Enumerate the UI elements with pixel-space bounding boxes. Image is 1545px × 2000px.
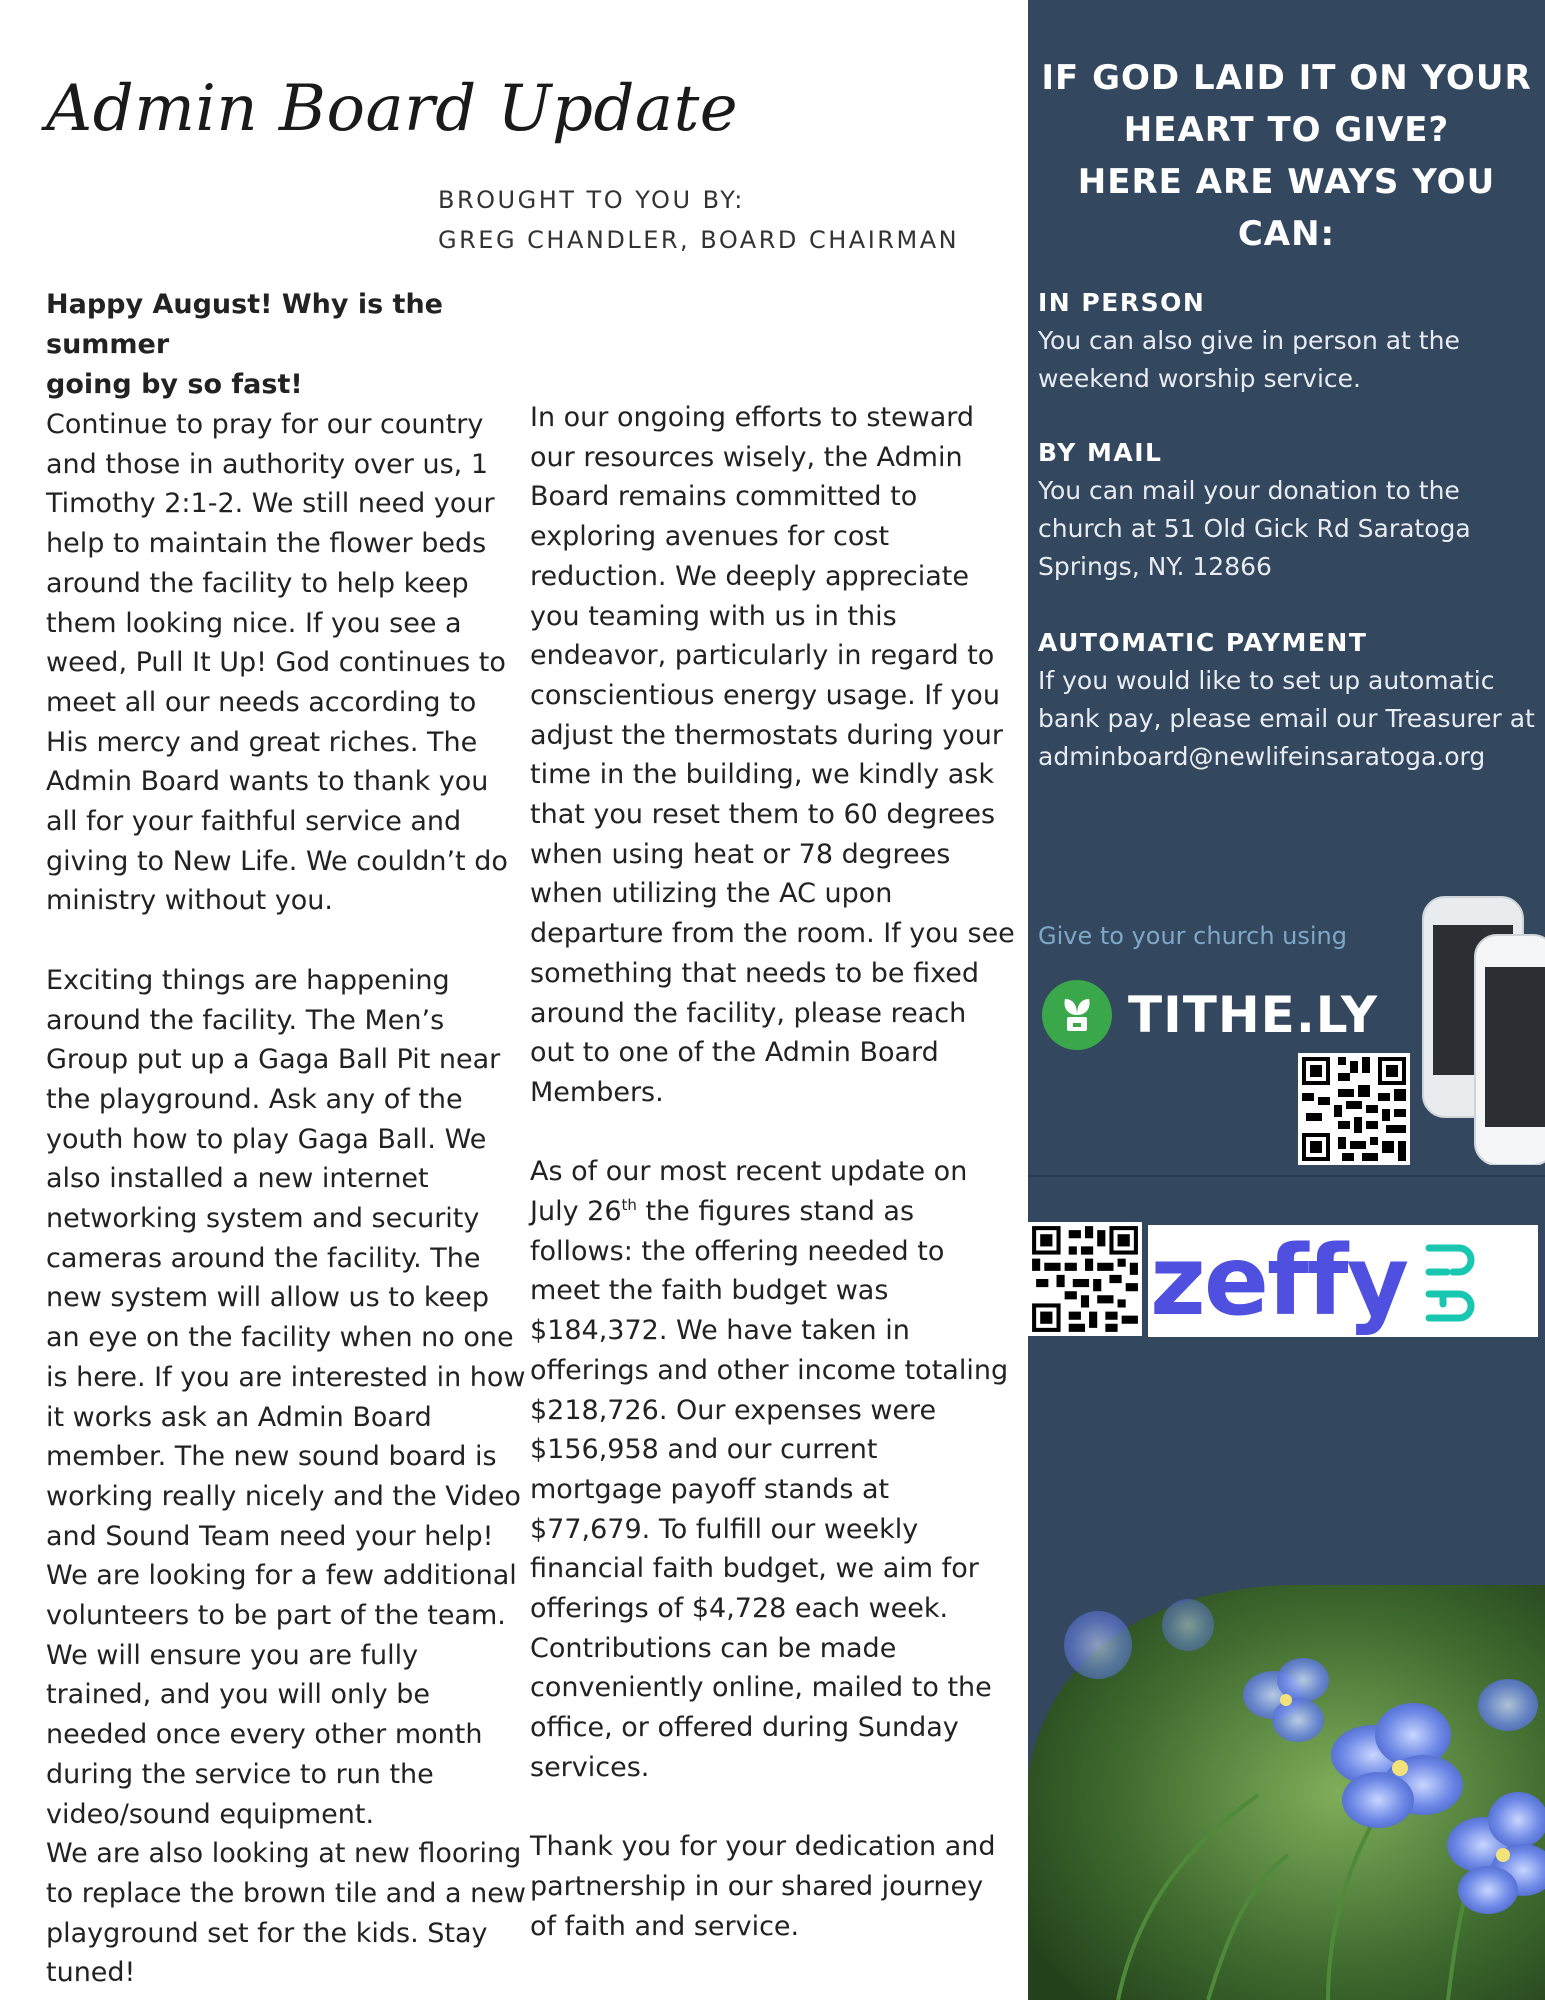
left-paragraph-1: Continue to pray for our country and those in authority over us, 1 Timothy 2:1-2. We still need your help to maintain the flower beds around the facility to help keep them looking nice. If you see a weed, Pull It Up! God continues to meet all our needs according to His mercy and great riches. The Admin Board wants to thank you all for your faithful service and giving to New Life. We couldn’t do ministry without you.: [46, 409, 508, 917]
right-paragraph-1: In our ongoing efforts to steward our resources wisely, the Admin Board remains committed to exploring avenues for cost reduction. We deeply appreciate you teaming with us in this endeavor, particularly in regard to conscientious energy usage. If you adjust the thermostats during your time in the building, we kindly ask that you reset them to 60 degrees when using heat or 78 degrees when utilizing the AC upon departure from the room. If you see something that needs to be fixed around the facility, please reach out to one of the Admin Board Members.: [530, 402, 1015, 1108]
zeffy-logo-text: zeffy: [1150, 1225, 1408, 1337]
in-person-section: [1038, 284, 1538, 398]
tithely-logo[interactable]: [1042, 980, 1378, 1050]
byline-line-1: BROUGHT TO YOU BY:: [438, 186, 745, 214]
intro-heading: [46, 285, 546, 405]
right-paragraph-2: [530, 1152, 1015, 1787]
sidebar-heading-line-3: HERE ARE WAYS YOU CAN:: [1077, 162, 1496, 254]
tithely-logo-text: TITHE.LY: [1128, 986, 1379, 1044]
byline: [438, 180, 959, 260]
left-column: [46, 405, 526, 1993]
figures-text: the figures stand as follows: the offering needed to meet the faith budget was $184,372. We have taken in offerings and other income totaling $218,726. Our expenses were $156,958 and our current mortgage payoff stands at $77,679. To fulfill our weekly financial faith budget, we aim for offerings of $4,728 each week. Contributions can be made conveniently online, mailed to the office, or offered during Sunday services.: [530, 1196, 1009, 1783]
sidebar-heading-line-1: IF GOD LAID IT ON YOUR: [1041, 58, 1532, 98]
giving-sidebar: [1028, 0, 1545, 2000]
zeffy-mark-icon: [1421, 1236, 1491, 1326]
ordinal-suffix: th: [621, 1196, 637, 1215]
zeffy-qr-code[interactable]: [1028, 1222, 1142, 1336]
tithely-qr-code[interactable]: [1298, 1053, 1410, 1165]
intro-line-2: going by so fast!: [46, 369, 303, 400]
zeffy-logo[interactable]: [1148, 1225, 1538, 1337]
left-paragraph-2: Exciting things are happening around the facility. The Men’s Group put up a Gaga Ball Pit near the playground. Ask any of the youth how to play Gaga Ball. We also installed a new internet networking system and security cameras around the facility. The new system will allow us to keep an eye on the facility when no one is here. If you are interested in how it works ask an Admin Board member. The new sound board is working really nicely and the Video and Sound Team need your help! We are looking for a few additional volunteers to be part of the team. We will ensure you are fully trained, and you will only be needed once every other month during the service to run the video/sound equipment.: [46, 964, 526, 1830]
plant-icon: [1042, 980, 1112, 1050]
in-person-title: IN PERSON: [1038, 288, 1206, 317]
by-mail-section: [1038, 434, 1538, 586]
intro-line-1: Happy August! Why is the summer: [46, 289, 443, 360]
tithely-label: Give to your church using: [1038, 922, 1347, 950]
byline-line-2: GREG CHANDLER, BOARD CHAIRMAN: [438, 226, 960, 254]
by-mail-title: BY MAIL: [1038, 438, 1163, 467]
left-paragraph-3: We are also looking at new flooring to replace the brown tile and a new playground set for the kids. Stay tuned!: [46, 1838, 526, 1989]
right-paragraph-3: Thank you for your dedication and partnership in our shared journey of faith and service.: [530, 1831, 996, 1942]
section-divider: [1028, 1175, 1545, 1177]
automatic-payment-title: AUTOMATIC PAYMENT: [1038, 628, 1368, 657]
figures-intro: As of our most recent update on July 26: [530, 1156, 968, 1228]
by-mail-body: You can mail your donation to the church at 51 Old Gick Rd Saratoga Springs, NY. 12866: [1038, 476, 1471, 581]
automatic-payment-body: If you would like to set up automatic bank pay, please email our Treasurer at adminboard@newlifeinsaratoga.org: [1038, 666, 1535, 771]
sidebar-heading-line-2: HEART TO GIVE?: [1123, 110, 1450, 150]
right-column: [530, 398, 1015, 1946]
blue-flowers-image: [1028, 1585, 1545, 2000]
page-title: Admin Board Update: [46, 72, 739, 146]
sidebar-heading: [1028, 52, 1545, 260]
in-person-body: You can also give in person at the weekend worship service.: [1038, 326, 1460, 393]
phones-icon: [1413, 895, 1545, 1165]
automatic-payment-section: [1038, 624, 1538, 776]
